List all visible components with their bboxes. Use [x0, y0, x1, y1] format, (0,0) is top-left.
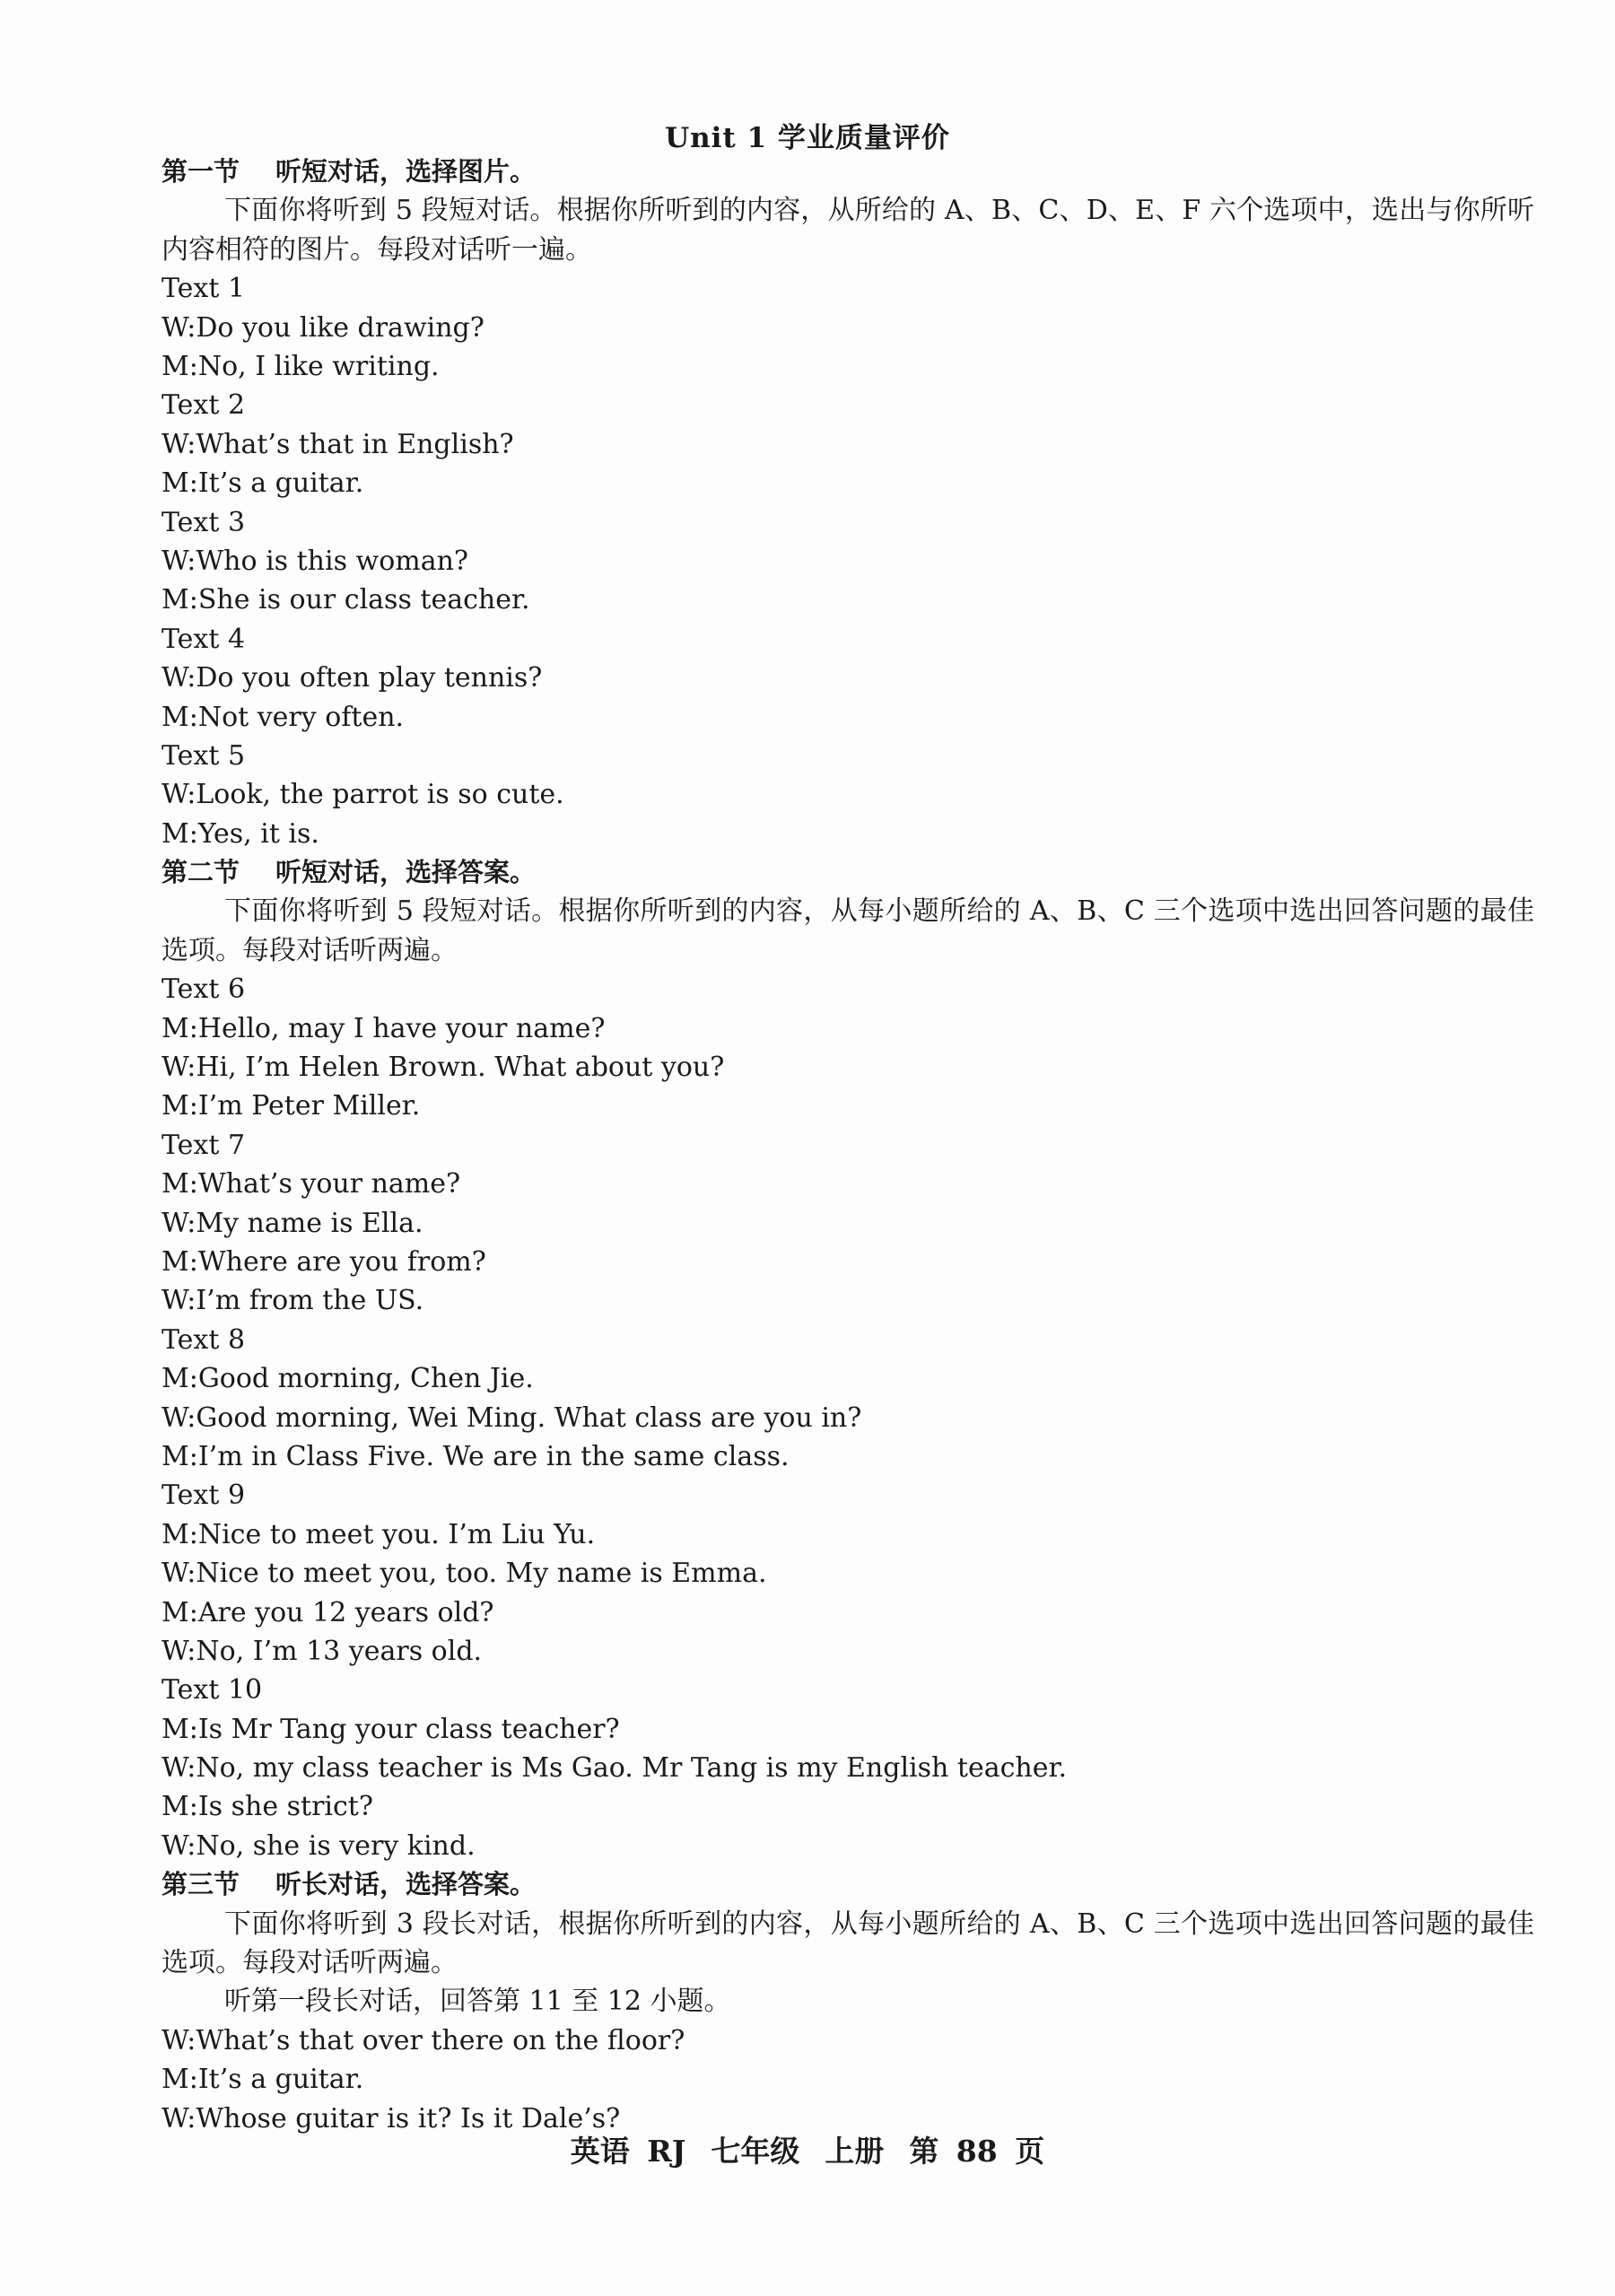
- document-body: [162, 153, 1534, 2138]
- section1-heading: [162, 153, 1534, 191]
- transcript-line: W:What’s that in English?: [162, 428, 514, 460]
- footer-page-number: 第 88 页: [909, 2134, 1045, 2169]
- transcript-line: M:Nice to meet you. I’m Liu Yu.: [162, 1518, 596, 1550]
- transcript-line: W:Look, the parrot is so cute.: [162, 779, 564, 811]
- section2-heading: [162, 853, 1534, 892]
- transcript-line: Text 3: [162, 506, 246, 538]
- transcript-line: M:What’s your name?: [162, 1168, 461, 1200]
- transcript-line: M:Yes, it is.: [162, 817, 319, 850]
- transcript-line: W:Who is this woman?: [162, 545, 468, 577]
- page-footer: [0, 2128, 1615, 2170]
- footer-grade: 七年级: [711, 2134, 800, 2169]
- transcript-line: W:What’s that over there on the floor?: [162, 2024, 685, 2056]
- section1-instruction: 下面你将听到 5 段短对话。根据你所听到的内容，从所给的 A、B、C、D、E、F 六个选项中，选出与你所听内容相符的图片。每段对话听一遍。: [162, 195, 1534, 266]
- footer-volume: 上册: [825, 2134, 885, 2169]
- transcript-line: M:Good morning, Chen Jie.: [162, 1363, 534, 1395]
- transcript-line: M:Is Mr Tang your class teacher?: [162, 1713, 620, 1745]
- footer-subject: 英语 RJ: [570, 2134, 686, 2169]
- transcript-line: M:I’m Peter Miller.: [162, 1090, 421, 1122]
- transcript-line: M:No, I like writing.: [162, 350, 440, 382]
- transcript-line: W:Hi, I’m Helen Brown. What about you?: [162, 1052, 725, 1084]
- transcript-line: W:I’m from the US.: [162, 1285, 424, 1317]
- transcript-line: Text 6: [162, 973, 246, 1006]
- section2-heading-number: 第二节: [162, 857, 240, 888]
- transcript-line: W:Do you often play tennis?: [162, 662, 543, 694]
- section2-transcript: [162, 970, 1534, 1865]
- transcript-line: M:Is she strict?: [162, 1791, 373, 1823]
- section1-transcript: [162, 269, 1534, 853]
- transcript-line: W:No, my class teacher is Ms Gao. Mr Tang is my English teacher.: [162, 1752, 1068, 1785]
- transcript-line: Text 4: [162, 623, 246, 655]
- section1-heading-text: 听短对话，选择图片。: [275, 156, 537, 187]
- section3-sub-instruction: 听第一段长对话，回答第 11 至 12 小题。: [224, 1986, 731, 2018]
- transcript-line: W:Nice to meet you, too. My name is Emma.: [162, 1558, 767, 1590]
- transcript-line: Text 5: [162, 739, 246, 772]
- transcript-line: Text 1: [162, 273, 246, 305]
- transcript-line: Text 8: [162, 1323, 246, 1356]
- transcript-line: M:It’s a guitar.: [162, 467, 364, 500]
- transcript-line: W:No, I’m 13 years old.: [162, 1635, 483, 1667]
- transcript-line: Text 7: [162, 1129, 246, 1161]
- transcript-line: W:Good morning, Wei Ming. What class are you in?: [162, 1401, 862, 1434]
- section2-heading-text: 听短对话，选择答案。: [275, 857, 537, 888]
- section3-instruction: 下面你将听到 3 段长对话，根据你所听到的内容，从每小题所给的 A、B、C 三个选项中选出回答问题的最佳选项。每段对话听两遍。: [162, 1908, 1534, 1979]
- transcript-line: M:Where are you from?: [162, 1246, 486, 1278]
- transcript-line: M:I’m in Class Five. We are in the same class.: [162, 1440, 790, 1472]
- section3-heading-text: 听长对话，选择答案。: [275, 1869, 537, 1900]
- section1-heading-number: 第一节: [162, 156, 240, 187]
- section3-transcript: [162, 2021, 1534, 2138]
- transcript-line: M:It’s a guitar.: [162, 2064, 364, 2096]
- transcript-line: M:Are you 12 years old?: [162, 1596, 494, 1628]
- transcript-line: Text 9: [162, 1480, 246, 1512]
- transcript-line: W:Whose guitar is it? Is it Dale’s?: [162, 2102, 621, 2134]
- transcript-line: Text 2: [162, 389, 246, 422]
- transcript-line: M:Not very often.: [162, 701, 405, 733]
- transcript-line: W:My name is Ella.: [162, 1207, 423, 1239]
- transcript-line: M:She is our class teacher.: [162, 584, 530, 616]
- transcript-line: W:No, she is very kind.: [162, 1829, 476, 1862]
- page-title: Unit 1 学业质量评价: [665, 122, 950, 154]
- section3-heading-number: 第三节: [162, 1869, 240, 1900]
- transcript-line: M:Hello, may I have your name?: [162, 1012, 606, 1044]
- section2-instruction: 下面你将听到 5 段短对话。根据你所听到的内容，从每小题所给的 A、B、C 三个选项中选出回答问题的最佳选项。每段对话听两遍。: [162, 895, 1534, 966]
- section3-heading: [162, 1865, 1534, 1904]
- transcript-line: W:Do you like drawing?: [162, 311, 484, 344]
- transcript-line: Text 10: [162, 1674, 263, 1707]
